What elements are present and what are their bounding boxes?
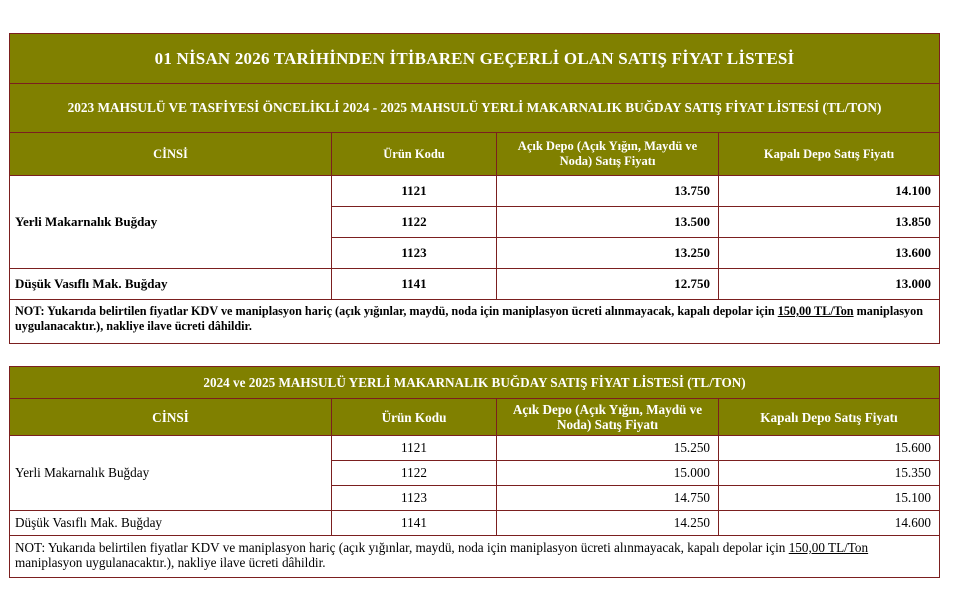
price-table-2024-2025 [9,366,940,578]
low-quality-name: Düşük Vasıflı Mak. Buğday [10,269,332,300]
table-title: 2024 ve 2025 MAHSULÜ YERLİ MAKARNALIK BUĞDAY SATIŞ FİYAT LİSTESİ (TL/TON) [10,367,940,399]
product-code: 1121 [332,176,497,207]
main-title: 01 NİSAN 2026 TARİHİNDEN İTİBAREN GEÇERLİ OLAN SATIŞ FİYAT LİSTESİ [10,34,940,84]
table-subtitle: 2023 MAHSULÜ VE TASFİYESİ ÖNCELİKLİ 2024 - 2025 MAHSULÜ YERLİ MAKARNALIK BUĞDAY SATIŞ FİYAT LİSTESİ (TL/TON) [10,84,940,133]
footnote-text: NOT: Yukarıda belirtilen fiyatlar KDV ve maniplasyon hariç (açık yığınlar, maydü, noda için maniplasyon ücreti alınmayacak, kapalı depolar için [15,540,789,555]
footnote-fee: 150,00 TL/Ton [788,540,869,555]
closed-depot-price: 15.100 [719,486,940,511]
price-table-2023 [9,33,940,344]
footnote [10,300,940,344]
footnote [10,536,940,578]
table-row-low-quality [10,511,940,536]
open-depot-price: 13.750 [497,176,719,207]
closed-depot-price: 15.600 [719,436,940,461]
closed-depot-price: 15.350 [719,461,940,486]
group-name: Yerli Makarnalık Buğday [10,176,332,269]
closed-depot-price: 14.600 [719,511,940,536]
table-row [10,436,940,461]
closed-depot-price: 13.000 [719,269,940,300]
footnote-text-end: maniplasyon uygulanacaktır.), nakliye ilave ücreti dâhildir. [15,304,924,333]
product-code: 1123 [332,486,497,511]
low-quality-name: Düşük Vasıflı Mak. Buğday [10,511,332,536]
product-code: 1122 [332,461,497,486]
header-product-code: Ürün Kodu [332,133,497,176]
product-code: 1141 [332,511,497,536]
table-row [10,176,940,207]
header-type: CİNSİ [10,133,332,176]
header-open-depot-price: Açık Depo (Açık Yığın, Maydü ve Noda) Satış Fiyatı [497,399,719,436]
header-closed-depot-price: Kapalı Depo Satış Fiyatı [719,133,940,176]
footnote-text-end: maniplasyon uygulanacaktır.), nakliye ilave ücreti dâhildir. [15,555,326,570]
header-open-depot-price: Açık Depo (Açık Yığın, Maydü ve Noda) Satış Fiyatı [497,133,719,176]
open-depot-price: 13.500 [497,207,719,238]
table-row-low-quality [10,269,940,300]
product-code: 1122 [332,207,497,238]
open-depot-price: 14.750 [497,486,719,511]
footnote-text: NOT: Yukarıda belirtilen fiyatlar KDV ve maniplasyon hariç (açık yığınlar, maydü, noda için maniplasyon ücreti alınmayacak, kapalı depolar için [15,304,778,318]
footnote-fee: 150,00 TL/Ton [777,304,854,318]
open-depot-price: 13.250 [497,238,719,269]
product-code: 1121 [332,436,497,461]
closed-depot-price: 13.600 [719,238,940,269]
group-name: Yerli Makarnalık Buğday [10,436,332,511]
product-code: 1123 [332,238,497,269]
closed-depot-price: 14.100 [719,176,940,207]
header-product-code: Ürün Kodu [332,399,497,436]
header-closed-depot-price: Kapalı Depo Satış Fiyatı [719,399,940,436]
closed-depot-price: 13.850 [719,207,940,238]
open-depot-price: 15.250 [497,436,719,461]
open-depot-price: 15.000 [497,461,719,486]
product-code: 1141 [332,269,497,300]
open-depot-price: 12.750 [497,269,719,300]
open-depot-price: 14.250 [497,511,719,536]
header-type: CİNSİ [10,399,332,436]
